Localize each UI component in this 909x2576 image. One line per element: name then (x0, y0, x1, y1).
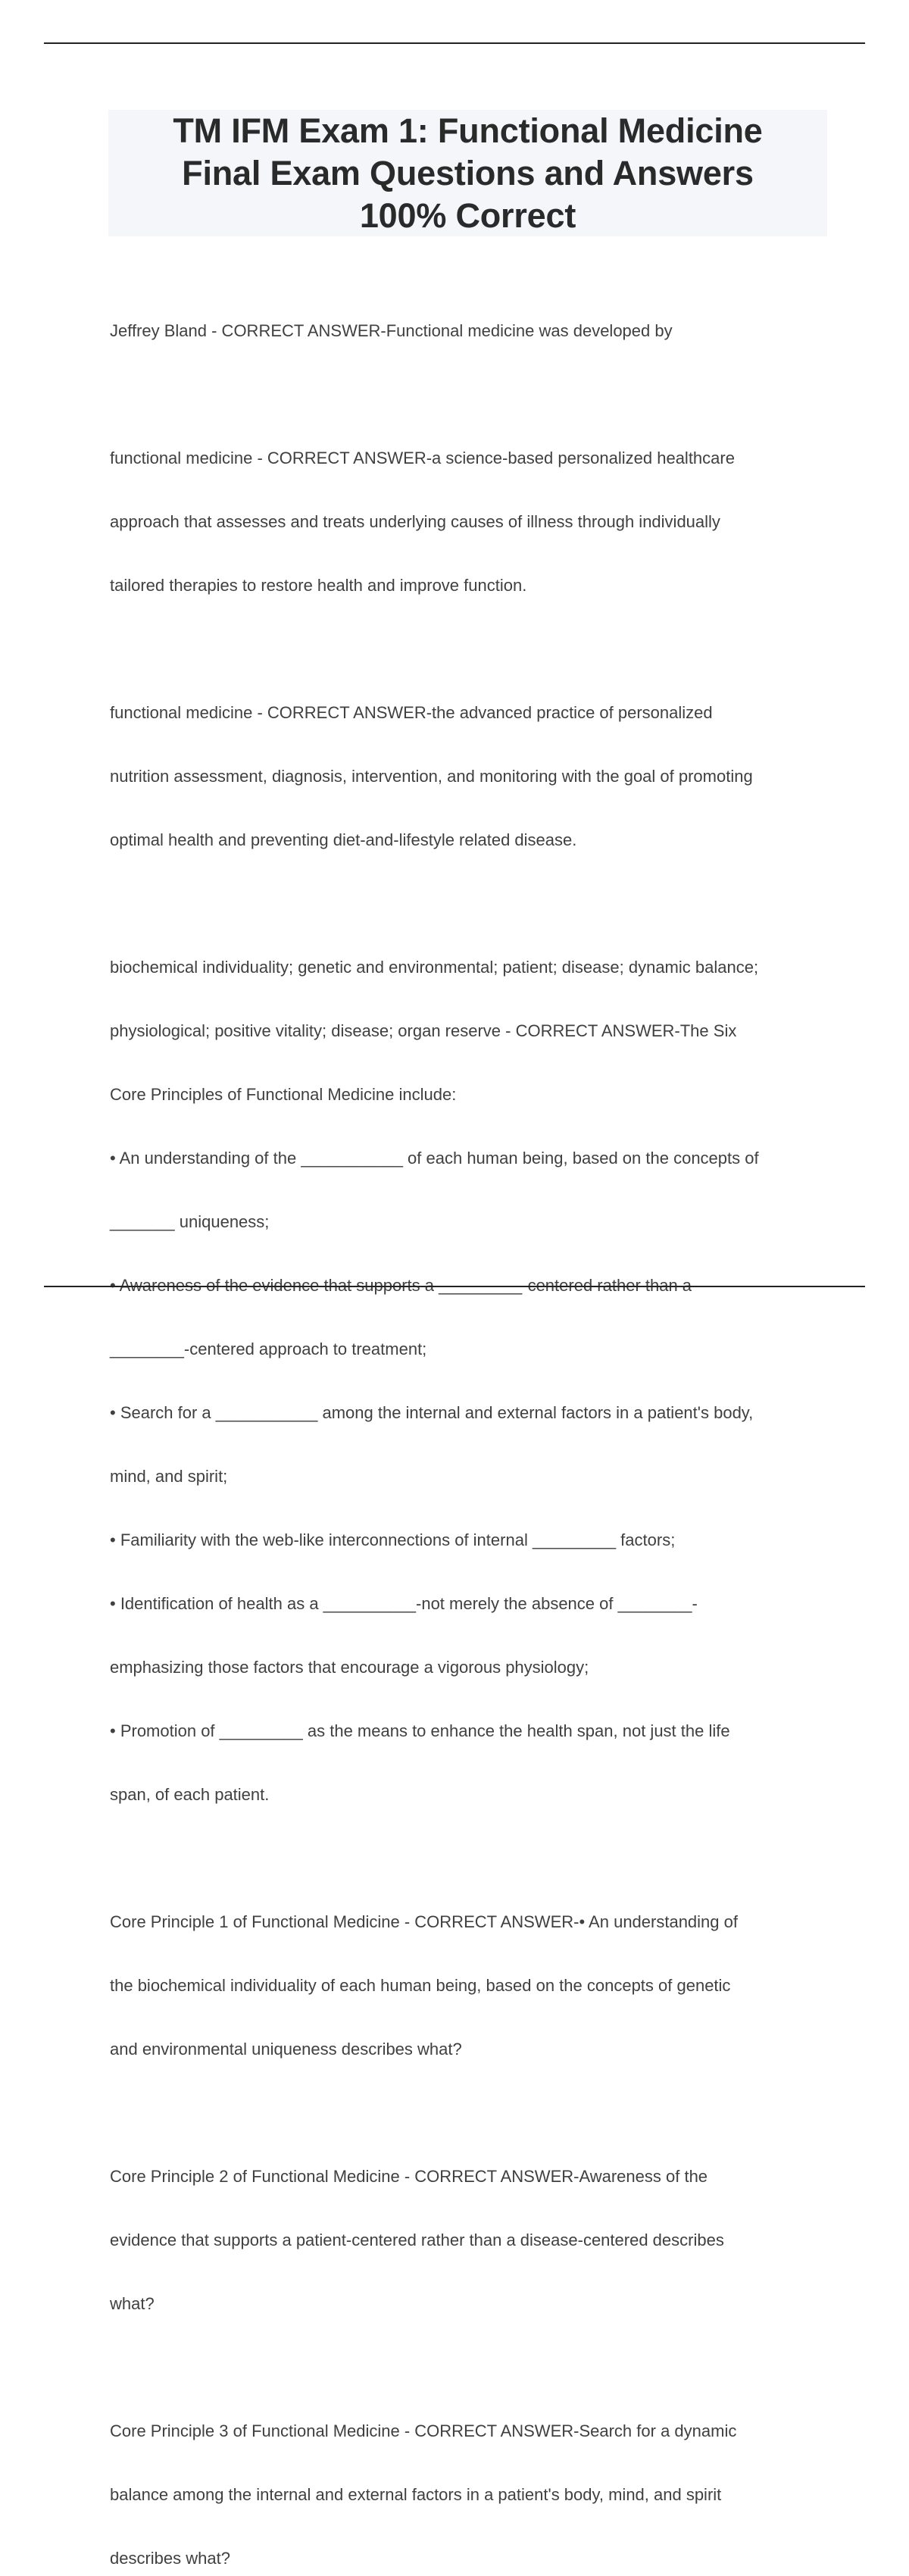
qa-entry (110, 2124, 829, 2357)
entry-line: span, of each patient. (110, 1785, 270, 1804)
document-body (110, 278, 829, 2576)
entry-line: mind, and spirit; (110, 1467, 228, 1486)
title-banner (108, 110, 827, 236)
bullet-line: • Identification of health as a __________-not merely the absence of ________- (110, 1594, 698, 1613)
entry-line: tailored therapies to restore health and improve function. (110, 576, 527, 595)
title-line: Final Exam Questions and Answers (182, 153, 754, 192)
entry-line: emphasizing those factors that encourage a vigorous physiology; (110, 1658, 589, 1677)
qa-entry (110, 405, 829, 639)
qa-entry (110, 660, 829, 893)
entry-line: Jeffrey Bland - CORRECT ANSWER-Functional medicine was developed by (110, 321, 673, 340)
bullet-line: • Familiarity with the web-like interconnections of internal _________ factors; (110, 1530, 676, 1549)
entry-line: Core Principle 1 of Functional Medicine - CORRECT ANSWER-• An understanding of (110, 1912, 738, 1931)
qa-entry (110, 1869, 829, 2102)
entry-line: functional medicine - CORRECT ANSWER-the advanced practice of personalized (110, 703, 713, 722)
entry-line: balance among the internal and external factors in a patient's body, mind, and spirit (110, 2485, 722, 2504)
title-line: 100% Correct (359, 195, 576, 235)
bullet-line: • Search for a ___________ among the internal and external factors in a patient's body, (110, 1403, 754, 1422)
bottom-rule (44, 1286, 865, 1287)
entry-line: Core Principle 3 of Functional Medicine - CORRECT ANSWER-Search for a dynamic (110, 2421, 737, 2440)
entry-line: ________-centered approach to treatment; (110, 1340, 427, 1358)
entry-line: and environmental uniqueness describes what? (110, 2040, 462, 2059)
qa-entry (110, 914, 829, 1848)
entry-line: optimal health and preventing diet-and-lifestyle related disease. (110, 830, 577, 849)
entry-line: the biochemical individuality of each human being, based on the concepts of genetic (110, 1976, 731, 1995)
entry-line: Core Principles of Functional Medicine include: (110, 1085, 457, 1104)
entry-line: functional medicine - CORRECT ANSWER-a science-based personalized healthcare (110, 449, 735, 467)
document-title (173, 110, 762, 237)
entry-line: physiological; positive vitality; disease; organ reserve - CORRECT ANSWER-The Six (110, 1021, 737, 1040)
entry-line: approach that assesses and treats underlying causes of illness through individually (110, 512, 720, 531)
title-line: TM IFM Exam 1: Functional Medicine (173, 111, 763, 150)
entry-line: what? (110, 2294, 155, 2313)
entry-line: nutrition assessment, diagnosis, intervention, and monitoring with the goal of promoting (110, 767, 753, 786)
bullet-line: • Awareness of the evidence that supports a _________-centered rather than a (110, 1276, 692, 1295)
bullet-line: • An understanding of the ___________ of each human being, based on the concepts of (110, 1149, 759, 1168)
entry-line: describes what? (110, 2549, 230, 2568)
top-rule (44, 42, 865, 44)
entry-line: biochemical individuality; genetic and environmental; patient; disease; dynamic balance; (110, 958, 759, 977)
bullet-line: • Promotion of _________ as the means to enhance the health span, not just the life (110, 1721, 730, 1740)
qa-entry (110, 2378, 829, 2576)
entry-line: Core Principle 2 of Functional Medicine - CORRECT ANSWER-Awareness of the (110, 2167, 708, 2186)
entry-line: _______ uniqueness; (110, 1212, 270, 1231)
entry-line: evidence that supports a patient-centered rather than a disease-centered describes (110, 2231, 724, 2249)
qa-entry (110, 278, 829, 384)
